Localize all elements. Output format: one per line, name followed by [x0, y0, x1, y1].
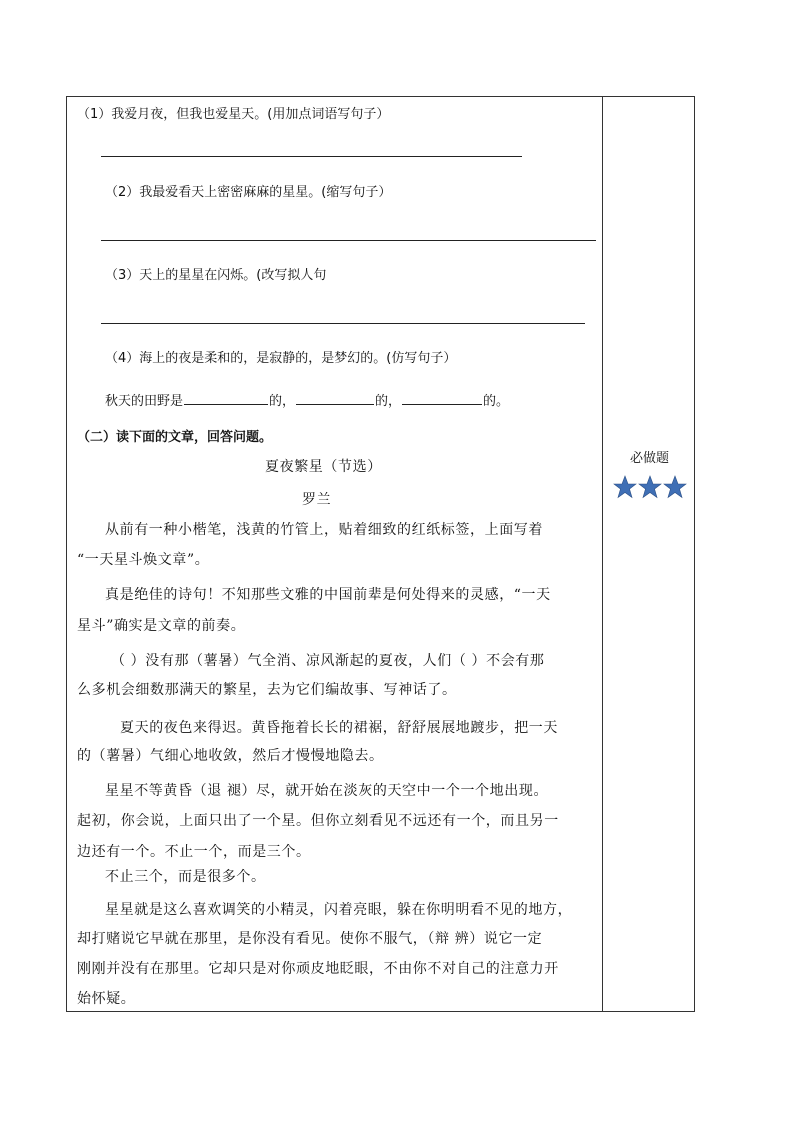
article-line: 却打赌说它早就在那里，是你没有看见。使你不服气，（辩 辨）说它一定 [77, 931, 543, 947]
article-line: 始怀疑。 [77, 991, 136, 1007]
article-line: 起初，你会说，上面只出了一个星。但你立刻看见不远还有一个，而且另一 [77, 813, 559, 829]
star-icon [663, 475, 687, 499]
section-2-heading: （二）读下面的文章，回答问题。 [77, 430, 273, 445]
article-line: 么多机会细数那满天的繁星，去为它们编故事、写神话了。 [77, 682, 457, 698]
difficulty-column [603, 97, 696, 1011]
question-3: （3）天上的星星在闪烁。(改写拟人句 [105, 268, 327, 283]
fill-blank-3[interactable] [402, 392, 482, 405]
article-line: 从前有一种小楷笔，浅黄的竹管上，贴着细致的红纸标签，上面写着 [105, 522, 543, 538]
question-2: （2）我最爱看天上密密麻麻的星星。(缩写句子） [105, 185, 392, 200]
article-line: 星星就是这么喜欢调笑的小精灵，闪着亮眼，躲在你明明看不见的地方， [105, 902, 573, 918]
star-icon [638, 475, 662, 499]
question-1: （1）我爱月夜，但我也爱星天。(用加点词语写句子） [77, 107, 390, 122]
article-line: 星斗”确实是文章的前奏。 [77, 618, 246, 634]
article-line: （ ）没有那（薯暑）气全消、凉风渐起的夏夜，人们（ ）不会有那 [111, 653, 545, 669]
article-line: 夏天的夜色来得迟。黄昏拖着长长的裙裾，舒舒展展地踱步，把一天 [120, 720, 558, 736]
answer-line-3[interactable] [101, 323, 585, 324]
fill-part-2: 的， [375, 394, 402, 409]
fill-part-3: 的。 [483, 394, 510, 409]
article-line: 不止三个，而是很多个。 [105, 869, 266, 885]
article-line: “一天星斗焕文章”。 [77, 552, 210, 568]
fill-prefix: 秋天的田野是 [105, 394, 184, 409]
question-4-fill [105, 392, 509, 411]
article-title: 夏夜繁星（节选） [265, 459, 382, 475]
fill-blank-1[interactable] [184, 392, 268, 405]
worksheet-table [66, 96, 695, 1012]
fill-part-1: 的， [269, 394, 296, 409]
question-4: （4）海上的夜是柔和的，是寂静的，是梦幻的。(仿写句子） [105, 351, 457, 366]
article-line: 星星不等黄昏（退 褪）尽，就开始在淡灰的天空中一个一个地出现。 [105, 783, 549, 799]
article-line: 的（薯暑）气细心地收敛，然后才慢慢地隐去。 [77, 748, 384, 764]
article-line: 真是绝佳的诗句！不知那些文雅的中国前辈是何处得来的灵感，“一天 [105, 587, 551, 603]
difficulty-label: 必做题 [629, 451, 669, 466]
fill-blank-2[interactable] [296, 392, 374, 405]
difficulty-stars [613, 475, 687, 499]
article-line: 边还有一个。不止一个，而是三个。 [77, 844, 311, 860]
answer-line-2[interactable] [101, 240, 596, 241]
article-line: 刚刚并没有在那里。它却只是对你顽皮地眨眼，不由你不对自己的注意力开 [77, 961, 559, 977]
article-author: 罗兰 [302, 492, 332, 508]
star-icon [613, 475, 637, 499]
answer-line-1[interactable] [101, 156, 522, 157]
